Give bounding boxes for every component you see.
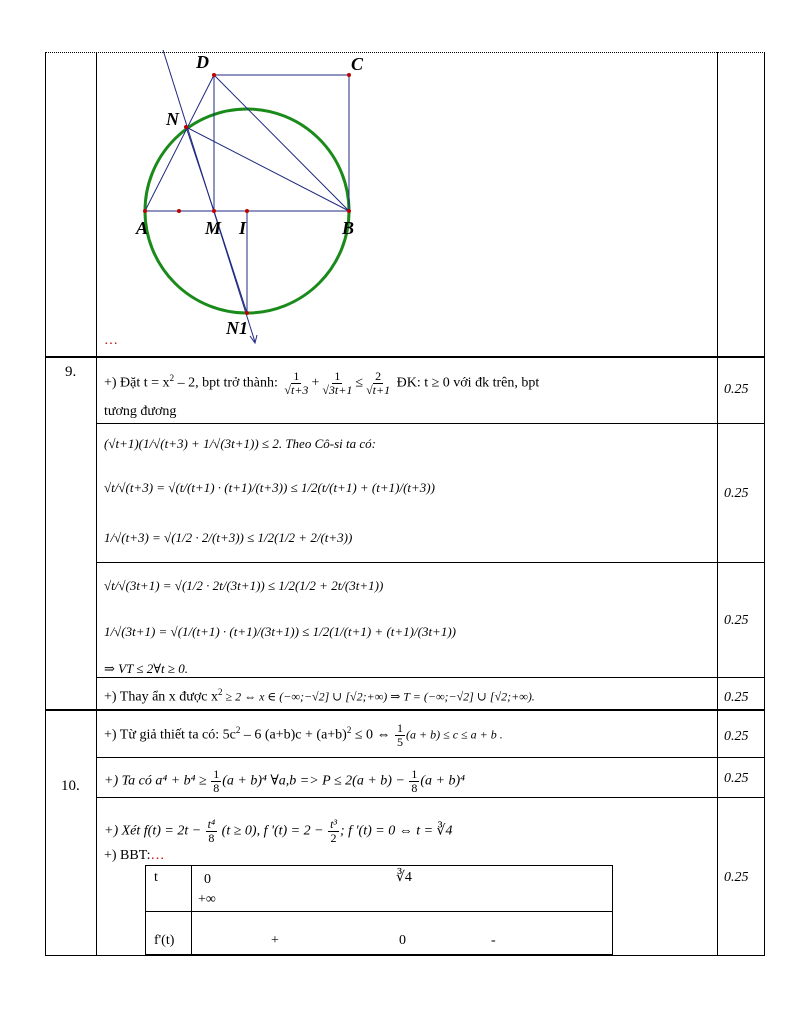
question-number-9: 9. bbox=[65, 364, 77, 380]
geometry-figure bbox=[100, 50, 400, 350]
row-separator-q9-b bbox=[96, 562, 765, 563]
segment-da bbox=[145, 75, 214, 211]
q9-row1-line2: tương đương bbox=[104, 404, 177, 419]
label-m: M bbox=[205, 218, 222, 238]
q9-row2-line1: (√t+1)(1/√(t+3) + 1/√(3t+1)) ≤ 2. Theo Cô-si ta có: bbox=[104, 436, 376, 451]
row-separator-q10-a bbox=[96, 757, 765, 758]
table-bottom-border bbox=[45, 955, 765, 956]
figure-ellipsis: … bbox=[104, 333, 118, 348]
q9-row2-line2: √t/√(t+3) = √(t/(t+1) · (t+1)/(t+3)) ≤ 1/2(t/(t+1) + (t+1)/(t+3)) bbox=[104, 480, 435, 495]
label-i: I bbox=[239, 218, 247, 238]
point-b bbox=[347, 209, 351, 213]
q9-row3-line3: ⇒ VT ≤ 2∀t ≥ 0. bbox=[104, 661, 189, 676]
row-separator-q9-c bbox=[96, 677, 765, 678]
bbt-t-value-cbrt4: ∛4 bbox=[396, 870, 412, 885]
label-d: D bbox=[196, 52, 209, 72]
q9-row4-score: 0.25 bbox=[724, 690, 749, 705]
table-right-border bbox=[764, 52, 765, 956]
segment-nb bbox=[186, 127, 349, 211]
q9-row1-line1: +) Đặt $t = x^2 - 2$, bpt trở thành: $\frac{1}{√t+3}$ + $\frac{1}{√3t+1}$ ≤ $\frac{2}{√t+1}$ ĐK: t ≥ 0 với đk trên, bpt bbox=[104, 369, 540, 397]
col-divider-1 bbox=[96, 52, 97, 956]
point-i bbox=[245, 209, 249, 213]
row-separator-q9-a bbox=[96, 423, 765, 424]
q10-row3-line1: +) Xét f(t) = 2t − $\frac{\text{t⁴}}{8}$ (t ≥ 0), f '(t) = 2 − $\frac{\text{t³}}{2}$ ; f '(t) = 0 ⇔ t = ∛4 bbox=[104, 817, 453, 845]
q10-row3-score: 0.25 bbox=[724, 870, 749, 885]
q9-row4-text: +) Thay ẩn x được $x^2 \ge 2$ ⇔ x ∈ (−∞;−√2] ∪ [√2;+∞) ⇒ T = (−∞;−√2] ∪ [√2;+∞). bbox=[104, 687, 535, 705]
q9-row3-line2: 1/√(3t+1) = √(1/(t+1) · (t+1)/(3t+1)) ≤ 1/2(1/(t+1) + (t+1)/(3t+1)) bbox=[104, 624, 456, 639]
q10-row1-text: +) Từ giả thiết ta có: $5c^2 - 6$ $(a+b)c + (a+b)^2 \le 0$ ⇔ $\frac{1}{5}$ (a + b) ≤ c ≤ a + b . bbox=[104, 721, 503, 749]
q9-row2-line3: 1/√(t+3) = √(1/2 · 2/(t+3)) ≤ 1/2(1/2 + 2/(t+3)) bbox=[104, 530, 353, 545]
bbt-fprime-minus: - bbox=[491, 933, 496, 948]
label-b: B bbox=[342, 218, 355, 238]
bbt-fprime-label: f'(t) bbox=[154, 933, 175, 948]
label-n: N bbox=[166, 109, 179, 129]
q10-row3-line2: +) BBT:… bbox=[104, 848, 165, 863]
q9-row2-score: 0.25 bbox=[724, 486, 749, 501]
point-d bbox=[212, 73, 216, 77]
q9-row1-score: 0.25 bbox=[724, 382, 749, 397]
bbt-col-divider bbox=[191, 866, 192, 954]
variation-table bbox=[145, 865, 613, 955]
bbt-fprime-plus: + bbox=[271, 933, 279, 948]
point-n bbox=[184, 125, 188, 129]
point-n1 bbox=[245, 311, 249, 315]
q10-row2-text: +) Ta có a⁴ + b⁴ ≥ $\frac{1}{8}$ (a + b)⁴ ∀a,b => P ≤ 2(a + b) − $\frac{1}{8}$ (a + b)⁴ bbox=[104, 767, 466, 795]
row-separator-q9 bbox=[45, 356, 765, 358]
bbt-t-label: t bbox=[154, 870, 158, 885]
q10-row1-score: 0.25 bbox=[724, 729, 749, 744]
q9-row3-line1: √t/√(3t+1) = √(1/2 · 2t/(3t+1)) ≤ 1/2(1/2 + 2t/(3t+1)) bbox=[104, 578, 384, 593]
bbt-row-divider bbox=[146, 911, 612, 912]
label-a: A bbox=[136, 218, 149, 238]
bbt-t-value-inf: +∞ bbox=[198, 892, 216, 907]
segment-db bbox=[214, 75, 349, 211]
label-c: C bbox=[351, 54, 364, 74]
q10-row2-score: 0.25 bbox=[724, 771, 749, 786]
label-n1: N1 bbox=[226, 318, 248, 338]
row-separator-q10 bbox=[45, 709, 765, 711]
point-mid bbox=[177, 209, 181, 213]
line-through-n bbox=[163, 50, 255, 342]
row-separator-q10-b bbox=[96, 797, 765, 798]
bbt-t-value-0: 0 bbox=[204, 872, 211, 887]
q9-row3-score: 0.25 bbox=[724, 613, 749, 628]
point-a bbox=[143, 209, 147, 213]
col-divider-2 bbox=[717, 52, 718, 956]
point-m bbox=[212, 209, 216, 213]
table-left-border bbox=[45, 52, 46, 956]
bbt-fprime-zero: 0 bbox=[399, 933, 406, 948]
question-number-10: 10. bbox=[61, 778, 80, 794]
